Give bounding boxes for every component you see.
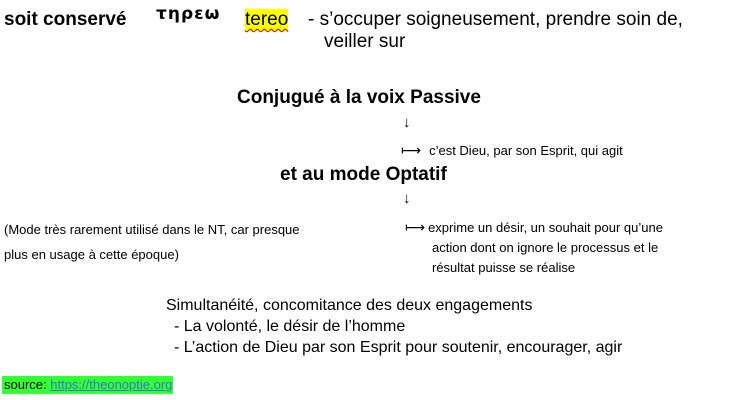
definition-line-1: - s’occuper soigneusement, prendre soin de, bbox=[308, 9, 683, 30]
optative-note-line-2: action dont on ignore le processus et le bbox=[432, 240, 659, 255]
optative-note bbox=[405, 217, 745, 278]
paren-note-line-1: (Mode très rarement utilisé dans le NT, car presque bbox=[4, 222, 300, 237]
passive-note bbox=[401, 142, 623, 159]
optative-parenthetical-note bbox=[4, 217, 374, 267]
maps-to-arrow-icon: ⟼ bbox=[401, 142, 422, 158]
greek-word: τηρεω bbox=[156, 4, 221, 24]
simultaneity-section bbox=[166, 295, 622, 358]
arrow-down-icon: ↓ bbox=[403, 190, 411, 207]
definition bbox=[308, 9, 740, 53]
definition-line-2: veiller sur bbox=[324, 31, 406, 52]
optative-note-line-1 bbox=[405, 217, 745, 238]
term-label: soit conservé bbox=[4, 9, 127, 30]
optative-note-line-3: résultat puisse se réalise bbox=[432, 260, 576, 275]
source-link[interactable]: https://theonoptie.org bbox=[50, 377, 173, 392]
list-item: - L’action de Dieu par son Esprit pour soutenir, encourager, agir bbox=[174, 339, 623, 356]
passive-voice-heading: Conjugué à la voix Passive bbox=[237, 87, 481, 108]
optative-mood-heading: et au mode Optatif bbox=[280, 164, 447, 185]
maps-to-arrow-icon: ⟼ bbox=[405, 219, 426, 235]
source-label: source: bbox=[4, 377, 51, 392]
passive-note-text: c’est Dieu, par son Esprit, qui agit bbox=[429, 143, 623, 158]
transliteration-highlight: tereo bbox=[245, 9, 289, 30]
paren-note-line-2: plus en usage à cette époque) bbox=[4, 247, 179, 262]
source-citation bbox=[2, 376, 173, 394]
optative-note-line-1-text: exprime un désir, un souhait pour qu’une bbox=[428, 220, 663, 235]
arrow-down-icon: ↓ bbox=[403, 114, 411, 131]
simultaneity-heading: Simultanéité, concomitance des deux engagements bbox=[166, 297, 533, 314]
list-item: - La volonté, le désir de l’homme bbox=[174, 318, 406, 335]
